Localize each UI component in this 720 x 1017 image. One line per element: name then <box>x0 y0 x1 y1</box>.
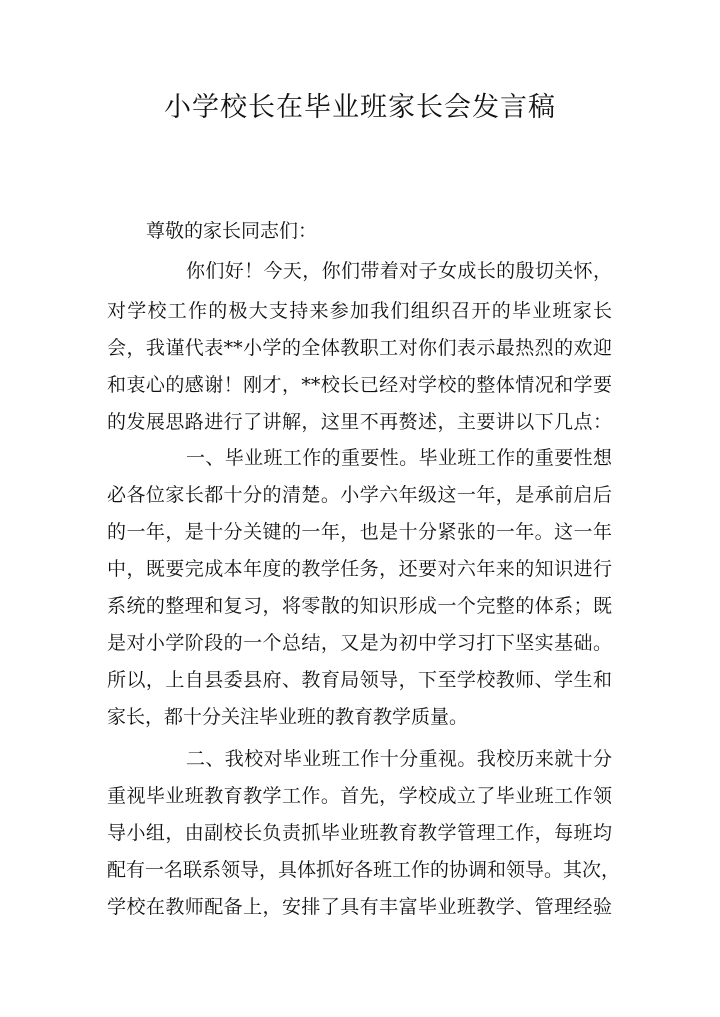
body-line: 是对小学阶段的一个总结，又是为初中学习打下坚实基础。 <box>107 632 612 654</box>
greeting: 尊敬的家长同志们： <box>146 220 318 242</box>
body-line: 你们好！今天，你们带着对子女成长的殷切关怀， <box>186 260 612 282</box>
body-line: 所以，上自县委县府、教育局领导，下至学校教师、学生和 <box>107 669 612 691</box>
body-line: 系统的整理和复习，将零散的知识形成一个完整的体系；既 <box>107 595 612 617</box>
body-line: 和衷心的感谢！刚才，**校长已经对学校的整体情况和学要 <box>107 374 612 396</box>
body-line: 二、我校对毕业班工作十分重视。我校历来就十分 <box>186 748 612 770</box>
body-line: 必各位家长都十分的清楚。小学六年级这一年，是承前启后 <box>107 484 612 506</box>
body-line: 对学校工作的极大支持来参加我们组织召开的毕业班家长 <box>107 300 612 322</box>
body-line: 导小组，由副校长负责抓毕业班教育教学管理工作，每班均 <box>107 822 612 844</box>
body-line: 的发展思路进行了讲解，这里不再赘述，主要讲以下几点： <box>107 411 612 433</box>
document-title: 小学校长在毕业班家长会发言稿 <box>164 92 556 123</box>
body-line: 学校在教师配备上，安排了具有丰富毕业班教学、管理经验 <box>107 896 612 918</box>
body-line: 重视毕业班教育教学工作。首先，学校成立了毕业班工作领 <box>107 785 612 807</box>
body-line: 的一年，是十分关键的一年，也是十分紧张的一年。这一年 <box>107 521 612 543</box>
body-line: 中，既要完成本年度的教学任务，还要对六年来的知识进行 <box>107 558 612 580</box>
body-line: 一、毕业班工作的重要性。毕业班工作的重要性想 <box>186 447 612 469</box>
body-line: 会，我谨代表**小学的全体教职工对你们表示最热烈的欢迎 <box>107 337 612 359</box>
body-line: 家长，都十分关注毕业班的教育教学质量。 <box>107 706 469 728</box>
body-line: 配有一名联系领导，具体抓好各班工作的协调和领导。其次， <box>107 859 621 881</box>
